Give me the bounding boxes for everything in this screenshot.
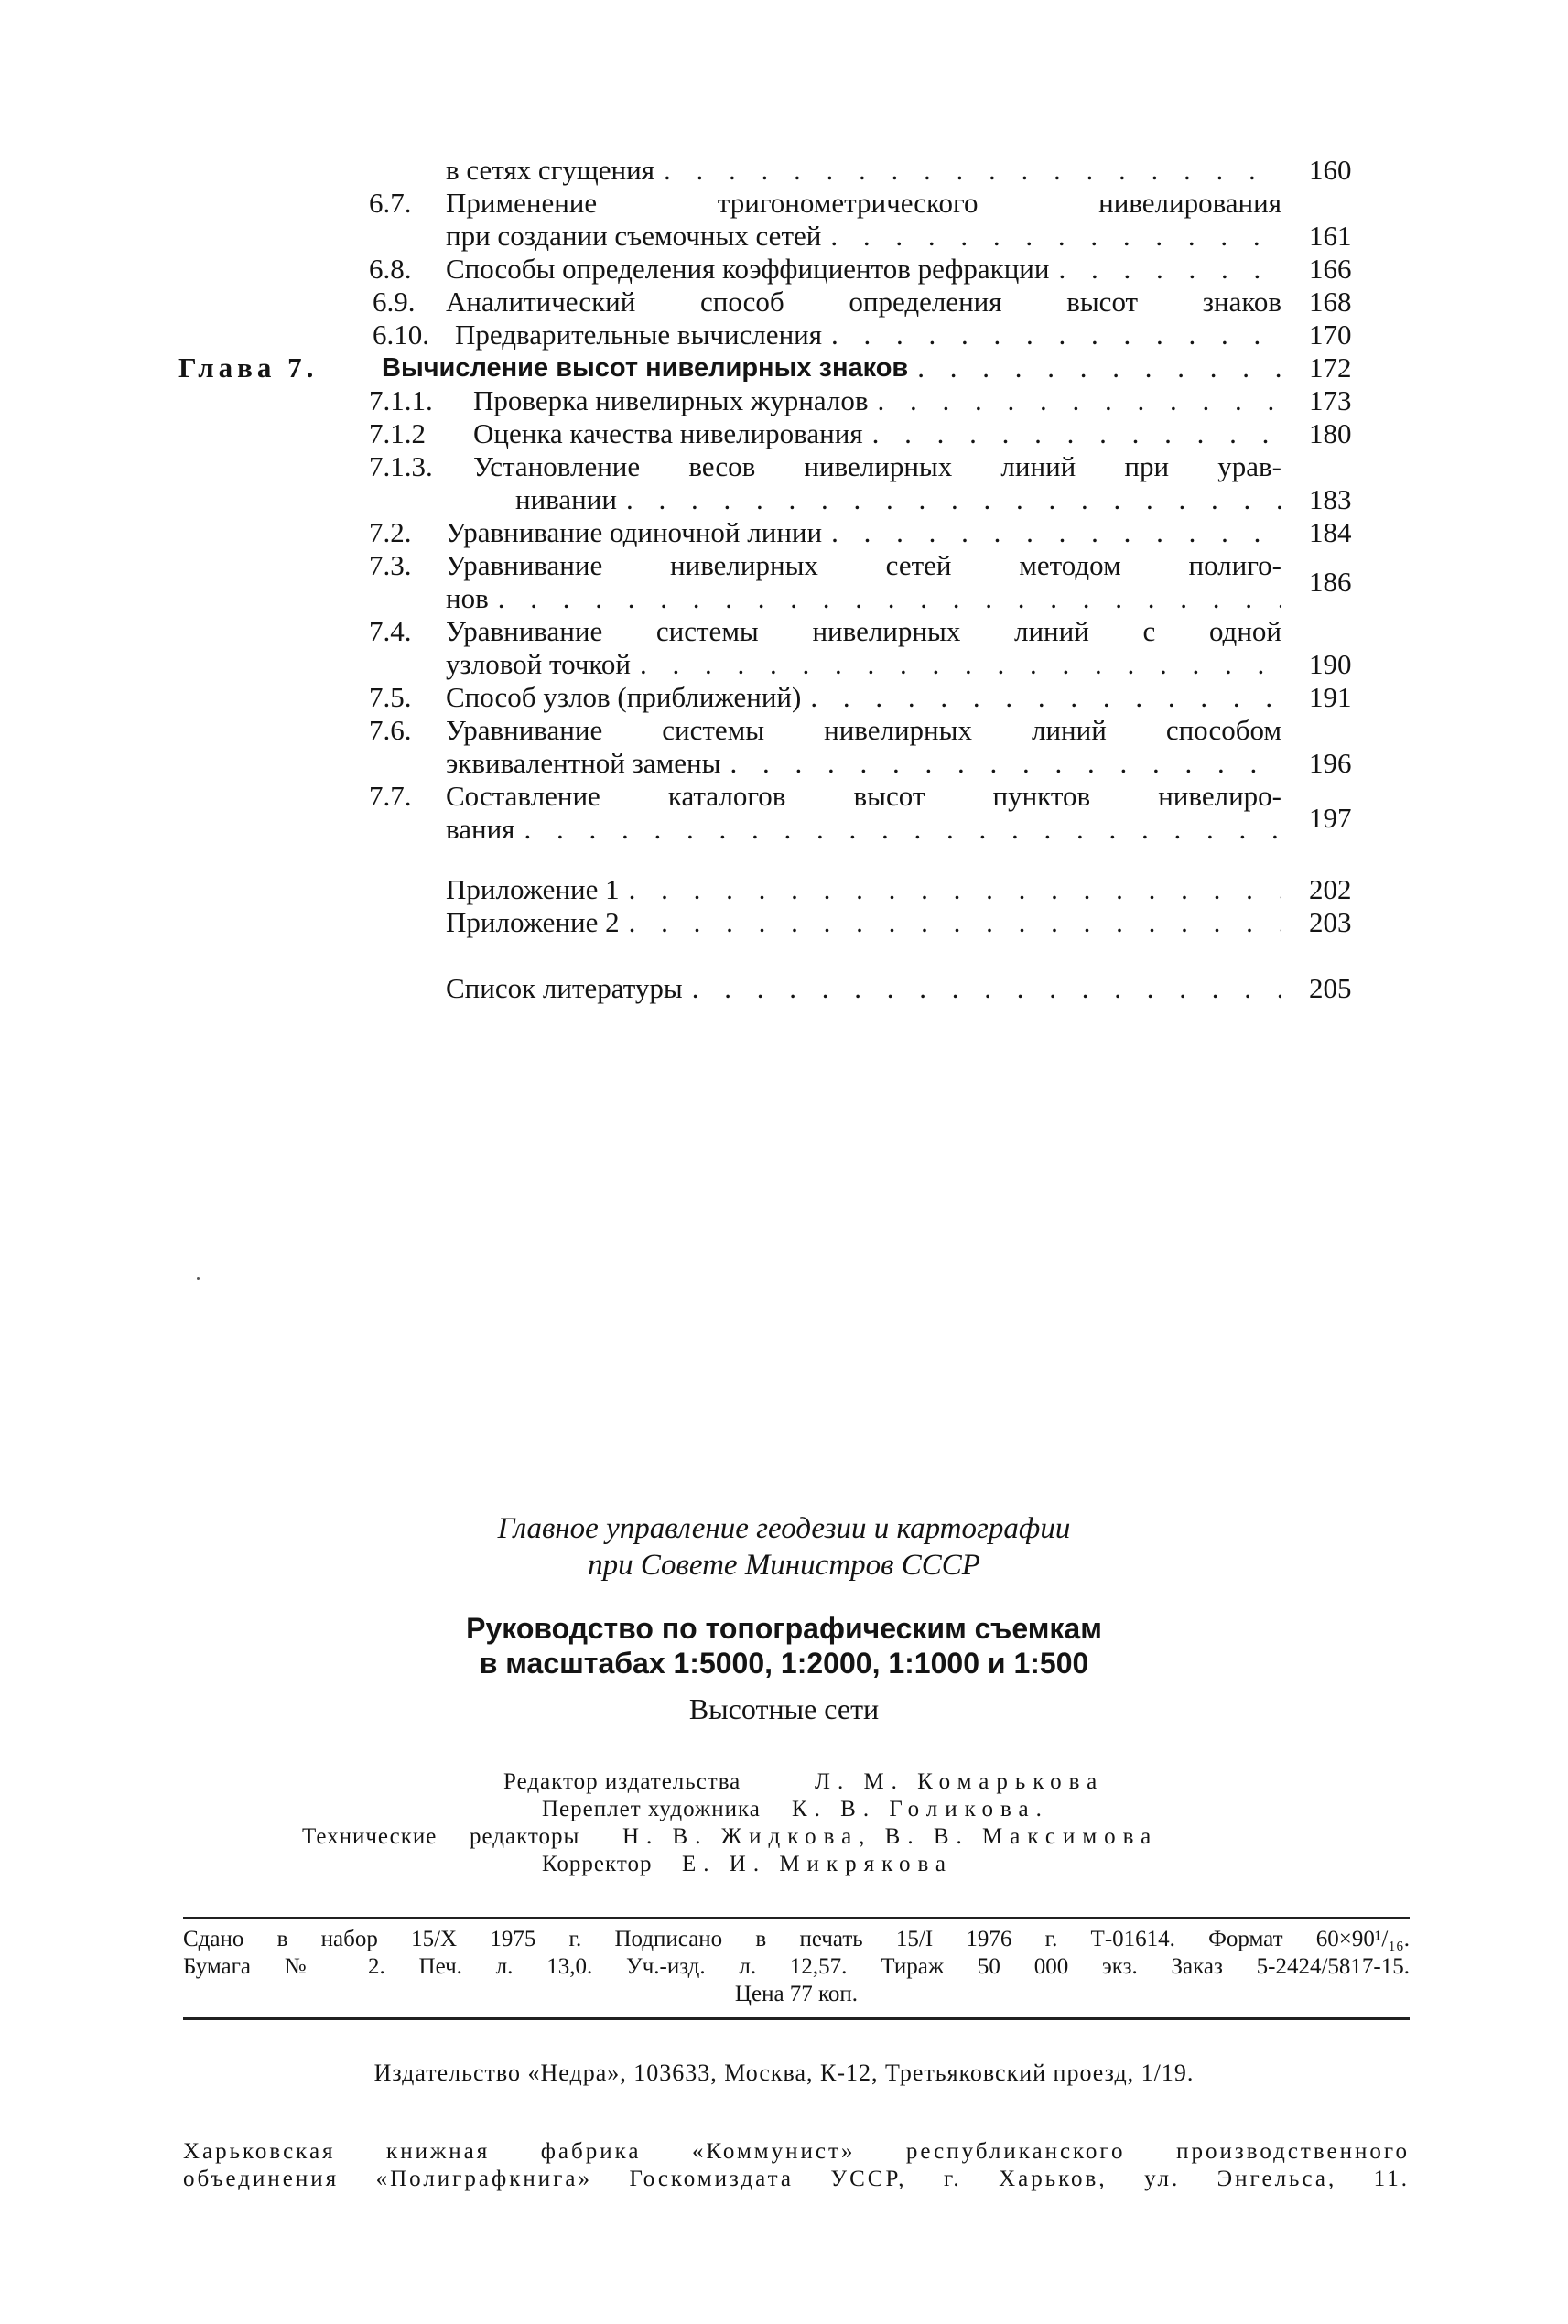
toc-entry-page: 183	[1309, 483, 1352, 515]
toc-entry-page: 166	[1309, 253, 1352, 285]
print-data-line-1: Сдано в набор 15/X 1975 г. Подписано в печать 15/I 1976 г. Т-01614. Формат 60×90¹/₁₆.	[183, 1927, 1410, 1951]
credit-binding	[302, 1796, 1309, 1823]
toc-entry-text: Аналитический способ определения высот знаков	[446, 286, 1281, 318]
toc-entry-text-cont: эквивалентной замены	[446, 747, 721, 779]
toc-entry-page: 191	[1309, 681, 1352, 713]
printing-house	[183, 2138, 1410, 2193]
toc-entry-page: 190	[1309, 648, 1352, 680]
print-data-line-2: Бумага № 2. Печ. л. 13,0. Уч.-изд. л. 12,57. Тираж 50 000 экз. Заказ 5-2424/5817-15.	[183, 1954, 1410, 1979]
toc-entry-text: в сетях сгущения	[446, 154, 654, 186]
credit-name: К. В. Голикова.	[792, 1797, 1049, 1821]
toc-entry-page: 203	[1309, 906, 1352, 938]
credit-technical-editors	[302, 1823, 1309, 1851]
toc-entry	[178, 154, 1368, 187]
toc-entry-page: 202	[1309, 873, 1352, 905]
toc-entry-page: 172	[1309, 351, 1352, 384]
toc-entry-text: Оценка качества нивелирования	[473, 417, 863, 449]
toc-entry-text-cont: вания	[446, 813, 515, 845]
toc-entry-number: 7.6.	[369, 714, 412, 746]
credit-name: Е. И. Микрякова	[682, 1852, 954, 1876]
print-speck	[197, 1277, 200, 1280]
toc-entry	[178, 516, 1368, 549]
book-title-line-1: Руководство по топографическим съемкам	[466, 1612, 1102, 1645]
toc-appendix-entry	[178, 906, 1368, 939]
credit-corrector	[302, 1851, 1309, 1878]
toc-entry-text: Уравнивание нивелирных сетей методом полиго-	[446, 549, 1281, 581]
credit-editor	[302, 1768, 1309, 1796]
toc-entry-text: Способы определения коэффициентов рефракции	[446, 253, 1050, 285]
toc-entry-text: Составление каталогов высот пунктов нивелиро-	[446, 780, 1281, 812]
toc-entry-text: Приложение 1	[446, 873, 620, 905]
toc-entry-text: Уравнивание системы нивелирных линий с одной	[446, 615, 1281, 647]
toc-entry-number: 7.1.3.	[369, 450, 433, 482]
toc-entry-text: Список литературы	[446, 972, 683, 1004]
toc-entry	[178, 780, 1368, 846]
toc-entry-number: 6.8.	[369, 253, 412, 285]
price: Цена 77 коп.	[734, 1982, 859, 2006]
divider-top	[183, 1917, 1410, 1919]
toc-entry-text: Приложение 2	[446, 906, 620, 938]
toc-entry-text: Применение тригонометрического нивелирования	[446, 187, 1281, 219]
toc-entry-text: Уравнивание одиночной линии	[446, 516, 823, 548]
toc-entry-text: Уравнивание системы нивелирных линий способом	[446, 714, 1281, 746]
toc-entry-number: 7.2.	[369, 516, 412, 548]
toc-entry	[178, 253, 1368, 286]
toc-entry-page: 161	[1309, 220, 1352, 252]
toc-entry	[178, 286, 1368, 319]
printer-line-1: Харьковская книжная фабрика «Коммунист» республиканского производственного	[183, 2139, 1410, 2164]
toc-entry-number: 7.4.	[369, 615, 412, 647]
publisher: Издательство «Недра», 103633, Москва, К-12, Третьяковский проезд, 1/19.	[373, 2059, 1195, 2086]
toc-entry-text: Предварительные вычисления	[455, 319, 823, 351]
toc-entry-page: 196	[1309, 747, 1352, 779]
organization-line-1: Главное управление геодезии и картографии	[497, 1512, 1071, 1545]
toc-bibliography-entry	[178, 972, 1368, 1005]
toc-entry-text: Проверка нивелирных журналов	[473, 384, 869, 416]
toc-entry	[178, 450, 1368, 516]
toc-entry	[178, 681, 1368, 714]
toc-entry-text: Установление весов нивелирных линий при урав-	[473, 450, 1281, 482]
book-title-line-2: в масштабах 1:5000, 1:2000, 1:1000 и 1:500	[479, 1647, 1089, 1680]
toc-entry	[178, 714, 1368, 780]
chapter-label: Глава 7.	[178, 351, 319, 384]
toc-entry-number: 7.3.	[369, 549, 412, 581]
credit-role: редакторы	[470, 1824, 580, 1849]
toc-entry-number: 7.1.2	[369, 417, 426, 449]
credit-label: Переплет художника	[542, 1797, 761, 1821]
toc-entry-page: 205	[1309, 972, 1352, 1004]
credit-name: Л. М. Комарькова	[815, 1769, 1105, 1794]
credit-label: Технические	[302, 1824, 438, 1849]
toc-entry-number: 7.5.	[369, 681, 412, 713]
toc-entry-number: 7.1.1.	[369, 384, 433, 416]
toc-entry-number: 6.9.	[373, 286, 416, 318]
toc-entry-text-cont: нивании	[515, 483, 617, 515]
toc-entry-text-cont: узловой точкой	[446, 648, 631, 680]
toc-entry-page: 168	[1309, 286, 1352, 318]
toc-entry-number: 7.7.	[369, 780, 412, 812]
credits-block	[302, 1768, 1309, 1878]
toc-entry-page: 186	[1309, 566, 1352, 598]
toc-entry-page: 170	[1309, 319, 1352, 351]
book-subtitle: Высотные сети	[688, 1692, 880, 1725]
toc-entry	[178, 615, 1368, 681]
credit-label: Редактор издательства	[503, 1769, 741, 1794]
toc-entry-text: Способ узлов (приближений)	[446, 681, 802, 713]
toc-entry-text-cont: при создании съемочных сетей	[446, 220, 822, 252]
toc-entry-page: 160	[1309, 154, 1352, 186]
credit-label: Корректор	[542, 1852, 653, 1876]
toc-entry	[178, 549, 1368, 615]
credit-name: Н. В. Жидкова, В. В. Максимова	[622, 1824, 1159, 1849]
toc-entry-page: 197	[1309, 802, 1352, 834]
toc-entry-number: 6.10.	[373, 319, 429, 351]
print-data	[183, 1926, 1410, 2008]
toc-entry	[178, 417, 1368, 450]
printer-line-2: объединения «Полиграфкнига» Госкомиздата УССР, г. Харьков, ул. Энгельса, 11.	[183, 2167, 1410, 2191]
toc-entry	[178, 319, 1368, 351]
toc-chapter-entry	[178, 351, 1368, 384]
toc-entry-text: Вычисление высот нивелирных знаков	[382, 353, 909, 383]
divider-bottom	[183, 2017, 1410, 2020]
toc-appendix-entry	[178, 873, 1368, 906]
toc-entry	[178, 187, 1368, 253]
toc-entry-page: 173	[1309, 384, 1352, 416]
toc-entry-text-cont: нов	[446, 582, 489, 614]
toc-entry-number: 6.7.	[369, 187, 412, 219]
toc-entry-page: 184	[1309, 516, 1352, 548]
toc-entry	[178, 384, 1368, 417]
organization-line-2: при Совете Министров СССР	[588, 1549, 980, 1582]
toc-entry-page: 180	[1309, 417, 1352, 449]
